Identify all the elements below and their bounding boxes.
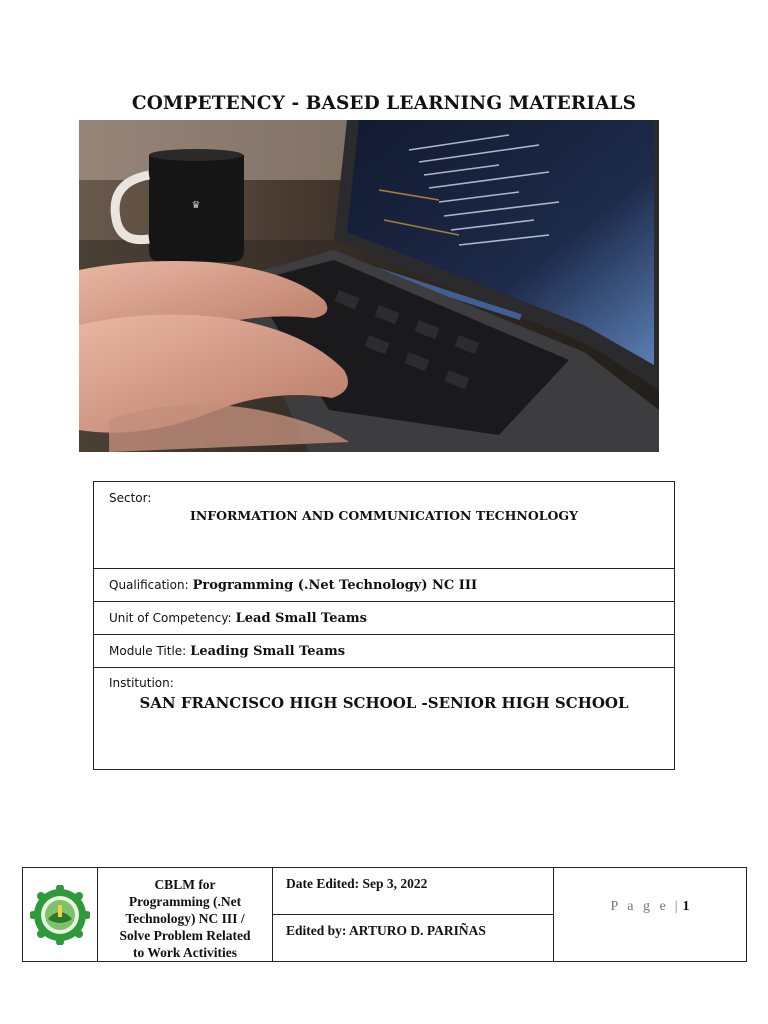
info-table bbox=[93, 481, 675, 770]
desc-line: to Work Activities bbox=[133, 945, 237, 960]
unit-value: Lead Small Teams bbox=[235, 610, 367, 626]
svg-text:♛: ♛ bbox=[191, 200, 201, 211]
unit-row bbox=[94, 602, 674, 635]
desc-line: Programming (.Net bbox=[128, 894, 242, 909]
sector-value: INFORMATION AND COMMUNICATION TECHNOLOGY bbox=[189, 508, 579, 523]
unit-label: Unit of Competency: bbox=[109, 611, 232, 625]
module-label: Module Title: bbox=[109, 644, 187, 658]
sector-row bbox=[94, 482, 674, 569]
institution-label: Institution: bbox=[109, 676, 174, 690]
qualification-label: Qualification: bbox=[109, 578, 189, 592]
module-row bbox=[94, 635, 674, 668]
institution-value: SAN FRANCISCO HIGH SCHOOL -SENIOR HIGH SCHOOL bbox=[139, 694, 629, 712]
page-separator: | bbox=[674, 898, 678, 914]
institution-row bbox=[94, 668, 674, 769]
qualification-row bbox=[94, 569, 674, 602]
date-edited: Date Edited: Sep 3, 2022 bbox=[273, 868, 553, 915]
cblm-description bbox=[98, 868, 273, 961]
cover-photo bbox=[79, 120, 659, 452]
desc-line: CBLM for bbox=[154, 877, 216, 892]
edit-info bbox=[273, 868, 554, 961]
seal-icon bbox=[30, 885, 90, 945]
module-value: Leading Small Teams bbox=[190, 643, 346, 659]
page-word: P a g e bbox=[610, 898, 669, 914]
school-seal-logo bbox=[23, 868, 98, 961]
desc-line: Solve Problem Related bbox=[119, 928, 251, 943]
page-number-cell bbox=[554, 868, 746, 961]
page-number: 1 bbox=[682, 898, 690, 914]
page-footer bbox=[22, 867, 747, 962]
sector-label: Sector: bbox=[109, 491, 152, 505]
edited-by: Edited by: ARTURO D. PARIÑAS bbox=[286, 923, 486, 938]
document-title: COMPETENCY - BASED LEARNING MATERIALS bbox=[131, 93, 637, 114]
desc-line: Technology) NC III / bbox=[125, 911, 245, 926]
qualification-value: Programming (.Net Technology) NC III bbox=[192, 577, 478, 593]
